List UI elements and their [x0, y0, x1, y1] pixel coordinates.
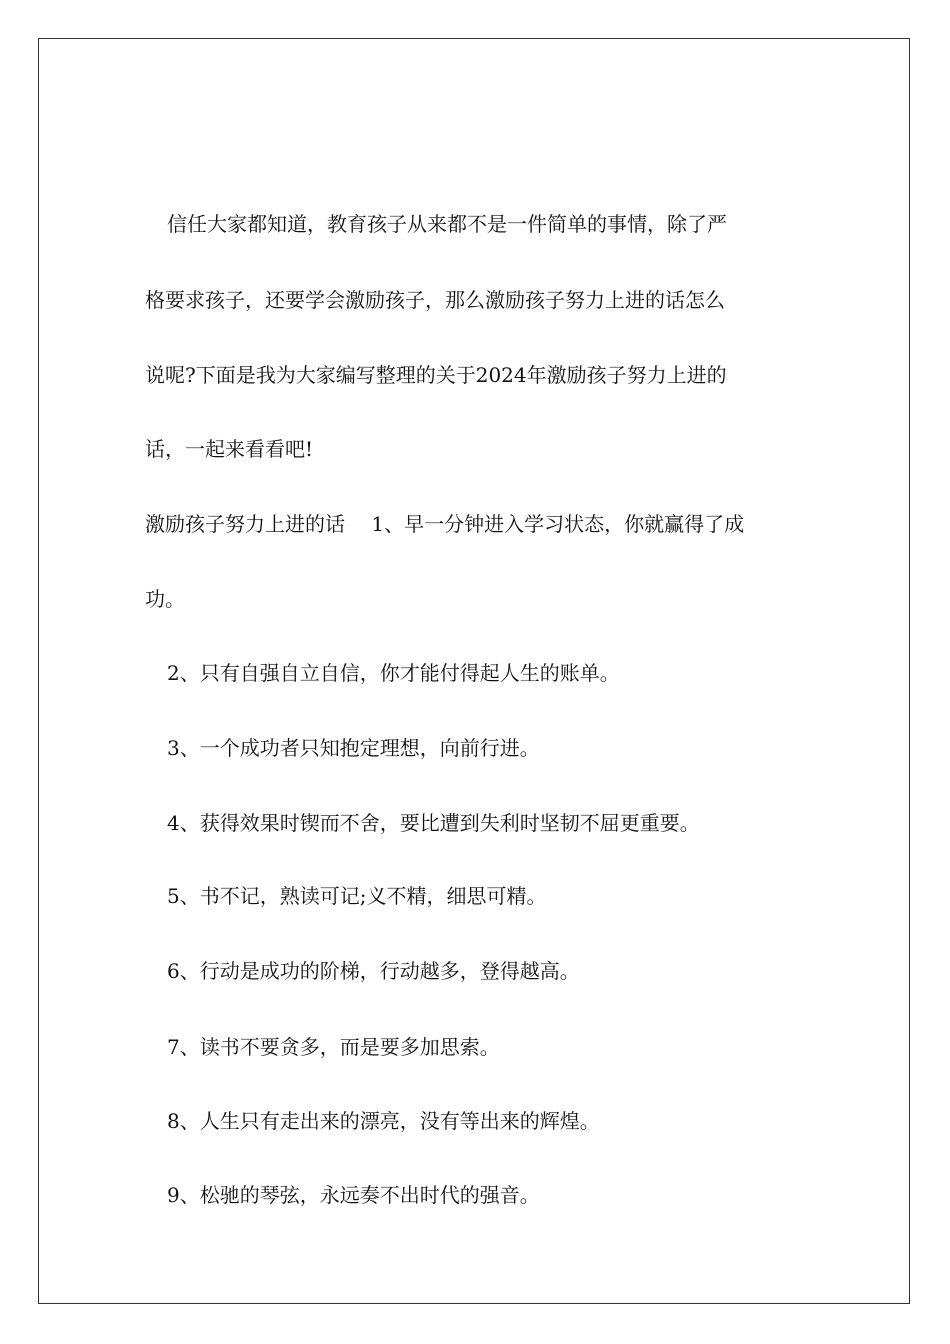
list-item-1: 1、早一分钟进入学习状态，你就赢得了成 — [371, 512, 745, 536]
intro-line-2: 格要求孩子，还要学会激励孩子，那么激励孩子努力上进的话怎么 — [145, 288, 725, 312]
intro-line-3: 说呢?下面是我为大家编写整理的关于2024年激励孩子努力上进的 — [145, 363, 727, 387]
list-item-1-continuation: 功。 — [145, 587, 185, 611]
section-heading: 激励孩子努力上进的话 — [145, 512, 345, 536]
list-item-3: 3、一个成功者只知抱定理想，向前行进。 — [167, 736, 540, 760]
list-item-2: 2、只有自强自立自信，你才能付得起人生的账单。 — [167, 661, 620, 685]
list-item-7: 7、读书不要贪多，而是要多加思索。 — [167, 1035, 500, 1059]
intro-line-1: 信任大家都知道，教育孩子从来都不是一件简单的事情，除了严 — [167, 212, 727, 236]
section-heading-line — [145, 512, 744, 536]
list-item-4: 4、获得效果时锲而不舍，要比遭到失利时坚韧不屈更重要。 — [167, 811, 700, 835]
list-item-6: 6、行动是成功的阶梯，行动越多，登得越高。 — [167, 959, 580, 983]
list-item-5: 5、书不记，熟读可记;义不精，细思可精。 — [167, 884, 547, 908]
intro-line-4: 话，一起来看看吧! — [145, 437, 314, 461]
list-item-9: 9、松驰的琴弦，永远奏不出时代的强音。 — [167, 1183, 540, 1207]
list-item-8: 8、人生只有走出来的漂亮，没有等出来的辉煌。 — [167, 1109, 600, 1133]
